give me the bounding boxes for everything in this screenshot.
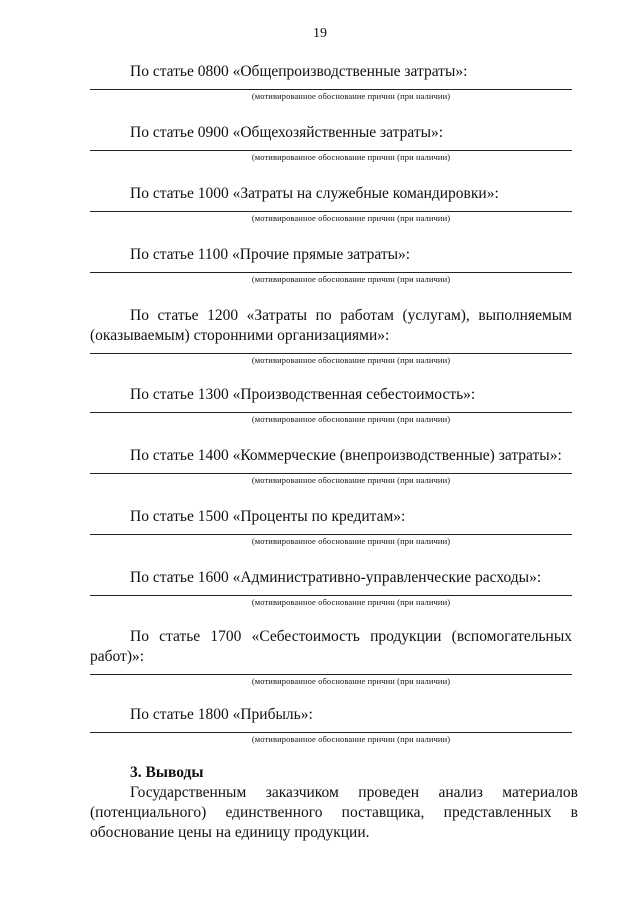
article-1100: [90, 245, 572, 284]
fill-caption: (мотивированное обоснование причин (при наличии): [251, 734, 451, 744]
article-title-line2: работ)»:: [90, 648, 145, 665]
article-title: По статье 0900 «Общехозяйственные затраты»:: [130, 124, 444, 141]
article-1400: [90, 446, 572, 485]
fill-line: [90, 89, 572, 90]
article-title: По статье 1400 «Коммерческие (внепроизводственные) затраты»:: [130, 447, 562, 464]
fill-line: [90, 595, 572, 596]
fill-line: [90, 150, 572, 151]
fill-line: [90, 211, 572, 212]
conclusions-section: [90, 763, 578, 843]
conclusions-line2: (потенциального) единственного поставщика, представленных в: [90, 804, 578, 821]
article-1700: [90, 627, 572, 686]
fill-line: [90, 732, 572, 733]
article-1300: [90, 385, 572, 424]
conclusions-line1: Государственным заказчиком проведен анализ материалов: [130, 784, 578, 801]
article-title: По статье 1000 «Затраты на служебные командировки»:: [130, 185, 499, 202]
fill-caption: (мотивированное обоснование причин (при наличии): [251, 676, 451, 686]
article-title: По статье 0800 «Общепроизводственные затраты»:: [130, 63, 468, 80]
page-number: 19: [313, 26, 327, 41]
fill-caption: (мотивированное обоснование причин (при наличии): [251, 355, 451, 365]
article-title: По статье 1600 «Административно-управленческие расходы»:: [130, 569, 542, 586]
fill-caption: (мотивированное обоснование причин (при наличии): [251, 597, 451, 607]
fill-caption: (мотивированное обоснование причин (при наличии): [251, 213, 451, 223]
fill-line: [90, 353, 572, 354]
conclusions-line3: обоснование цены на единицу продукции.: [90, 824, 370, 841]
article-1200: [90, 306, 572, 365]
fill-caption: (мотивированное обоснование причин (при наличии): [251, 536, 451, 546]
article-1000: [90, 184, 572, 223]
article-title: По статье 1800 «Прибыль»:: [130, 706, 313, 723]
fill-line: [90, 473, 572, 474]
article-title: По статье 1100 «Прочие прямые затраты»:: [130, 246, 411, 263]
fill-line: [90, 534, 572, 535]
article-0800: [90, 62, 572, 101]
conclusions-text: [90, 783, 578, 843]
article-title: По статье 1500 «Проценты по кредитам»:: [130, 508, 406, 525]
article-title-line1: По статье 1200 «Затраты по работам (услугам), выполняемым: [130, 307, 572, 324]
article-title-line2: (оказываемым) сторонними организациями»:: [90, 327, 390, 344]
conclusions-heading: 3. Выводы: [130, 764, 204, 781]
article-1500: [90, 507, 572, 546]
fill-caption: (мотивированное обоснование причин (при наличии): [251, 414, 451, 424]
fill-line: [90, 412, 572, 413]
article-1600: [90, 568, 572, 607]
fill-line: [90, 272, 572, 273]
fill-caption: (мотивированное обоснование причин (при наличии): [251, 475, 451, 485]
fill-caption: (мотивированное обоснование причин (при наличии): [251, 152, 451, 162]
article-title-line1: По статье 1700 «Себестоимость продукции (вспомогательных: [130, 628, 572, 645]
fill-line: [90, 674, 572, 675]
fill-caption: (мотивированное обоснование причин (при наличии): [251, 91, 451, 101]
article-title: По статье 1300 «Производственная себестоимость»:: [130, 386, 476, 403]
article-1800: [90, 705, 572, 744]
fill-caption: (мотивированное обоснование причин (при наличии): [251, 274, 451, 284]
article-0900: [90, 123, 572, 162]
